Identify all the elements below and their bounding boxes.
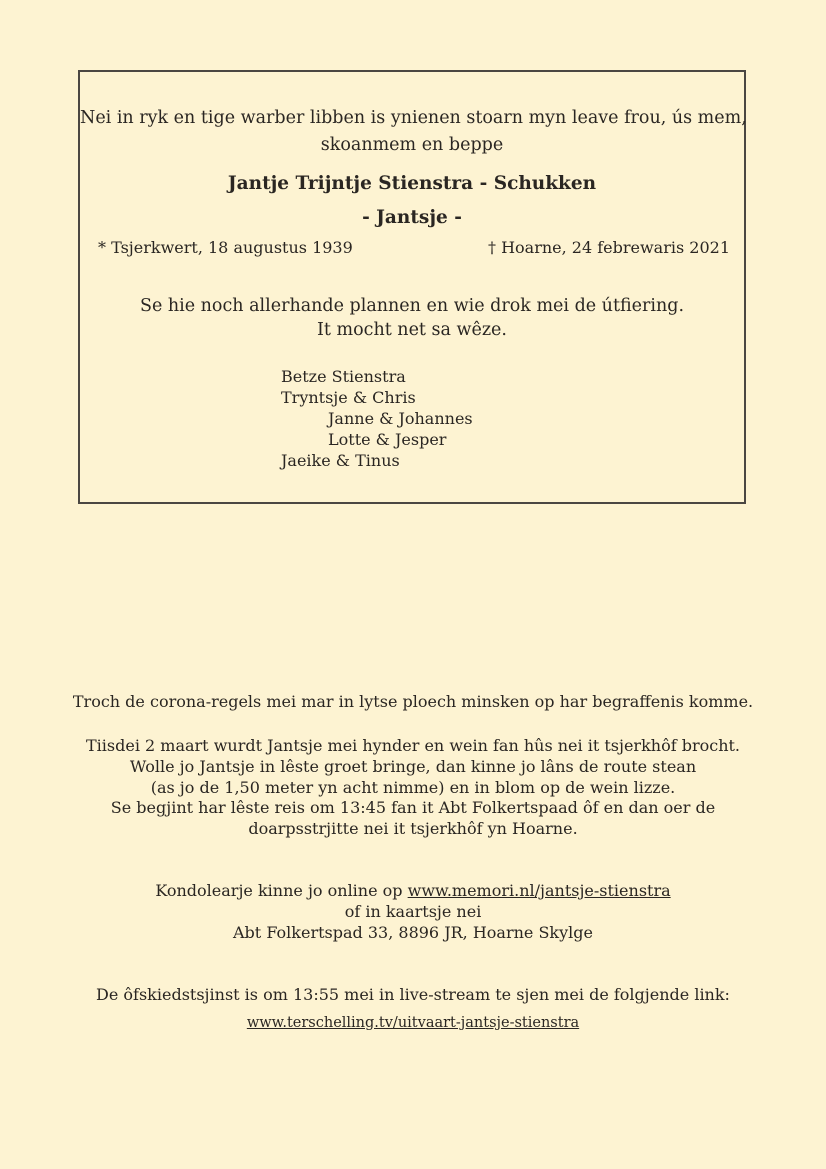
corona-notice: Troch de corona-regels mei mar in lytse ploech minsken op har begraffenis komme.: [72, 692, 754, 711]
deceased-nickname: - Jantsje -: [362, 207, 462, 228]
condolence-address: Abt Folkertspad 33, 8896 JR, Hoarne Skylge: [233, 923, 593, 942]
intro-line-1: Nei in ryk en tige warber libben is ynienen stoarn myn leave frou, ús mem,: [80, 108, 747, 128]
intro-line-2: skoanmem en beppe: [320, 135, 504, 155]
family-member: Janne & Johannes: [328, 409, 473, 428]
route-line-1: Tiisdei 2 maart wurdt Jantsje mei hynder en wein fan hûs nei it tsjerkhôf brocht.: [85, 736, 741, 755]
death-date: † Hoarne, 24 febrewaris 2021: [487, 238, 730, 257]
family-member: Tryntsje & Chris: [281, 388, 416, 407]
stream-line: De ôfskiedstsjinst is om 13:55 mei in live-stream te sjen mei de folgjende link:: [96, 985, 730, 1004]
route-line-5: doarpsstrjitte nei it tsjerkhôf yn Hoarne.: [248, 819, 578, 838]
stream-link[interactable]: www.terschelling.tv/uitvaart-jantsje-stienstra: [246, 1015, 580, 1031]
family-list: [281, 366, 473, 471]
stream-link-line: [0, 1016, 826, 1031]
route-line-3: (as jo de 1,50 meter yn acht nimme) en in blom op de wein lizze.: [150, 778, 676, 797]
condolence-line: [0, 883, 826, 899]
condolence-line-2: of in kaartsje nei: [344, 902, 482, 921]
death-notice-card: [78, 70, 746, 504]
birth-date: * Tsjerkwert, 18 augustus 1939: [98, 238, 353, 257]
condolence-link[interactable]: www.memori.nl/jantsje-stienstra: [407, 881, 671, 900]
route-line-4: Se begjint har lêste reis om 13:45 fan it Abt Folkertspaad ôf en dan oer de: [110, 798, 716, 817]
family-member: Jaeike & Tinus: [281, 451, 400, 470]
condolence-prefix: Kondolearje kinne jo online op: [155, 881, 403, 900]
life-dates: [98, 240, 730, 256]
quote-line-1: Se hie noch allerhande plannen en wie drok mei de útfiering.: [139, 296, 685, 316]
family-member: Betze Stienstra: [281, 367, 406, 386]
quote-line-2: It mocht net sa wêze.: [317, 320, 507, 340]
deceased-full-name: Jantje Trijntje Stienstra - Schukken: [227, 173, 597, 194]
family-member: Lotte & Jesper: [328, 430, 447, 449]
route-line-2: Wolle jo Jantsje in lêste groet bringe, dan kinne jo lâns de route stean: [129, 757, 697, 776]
